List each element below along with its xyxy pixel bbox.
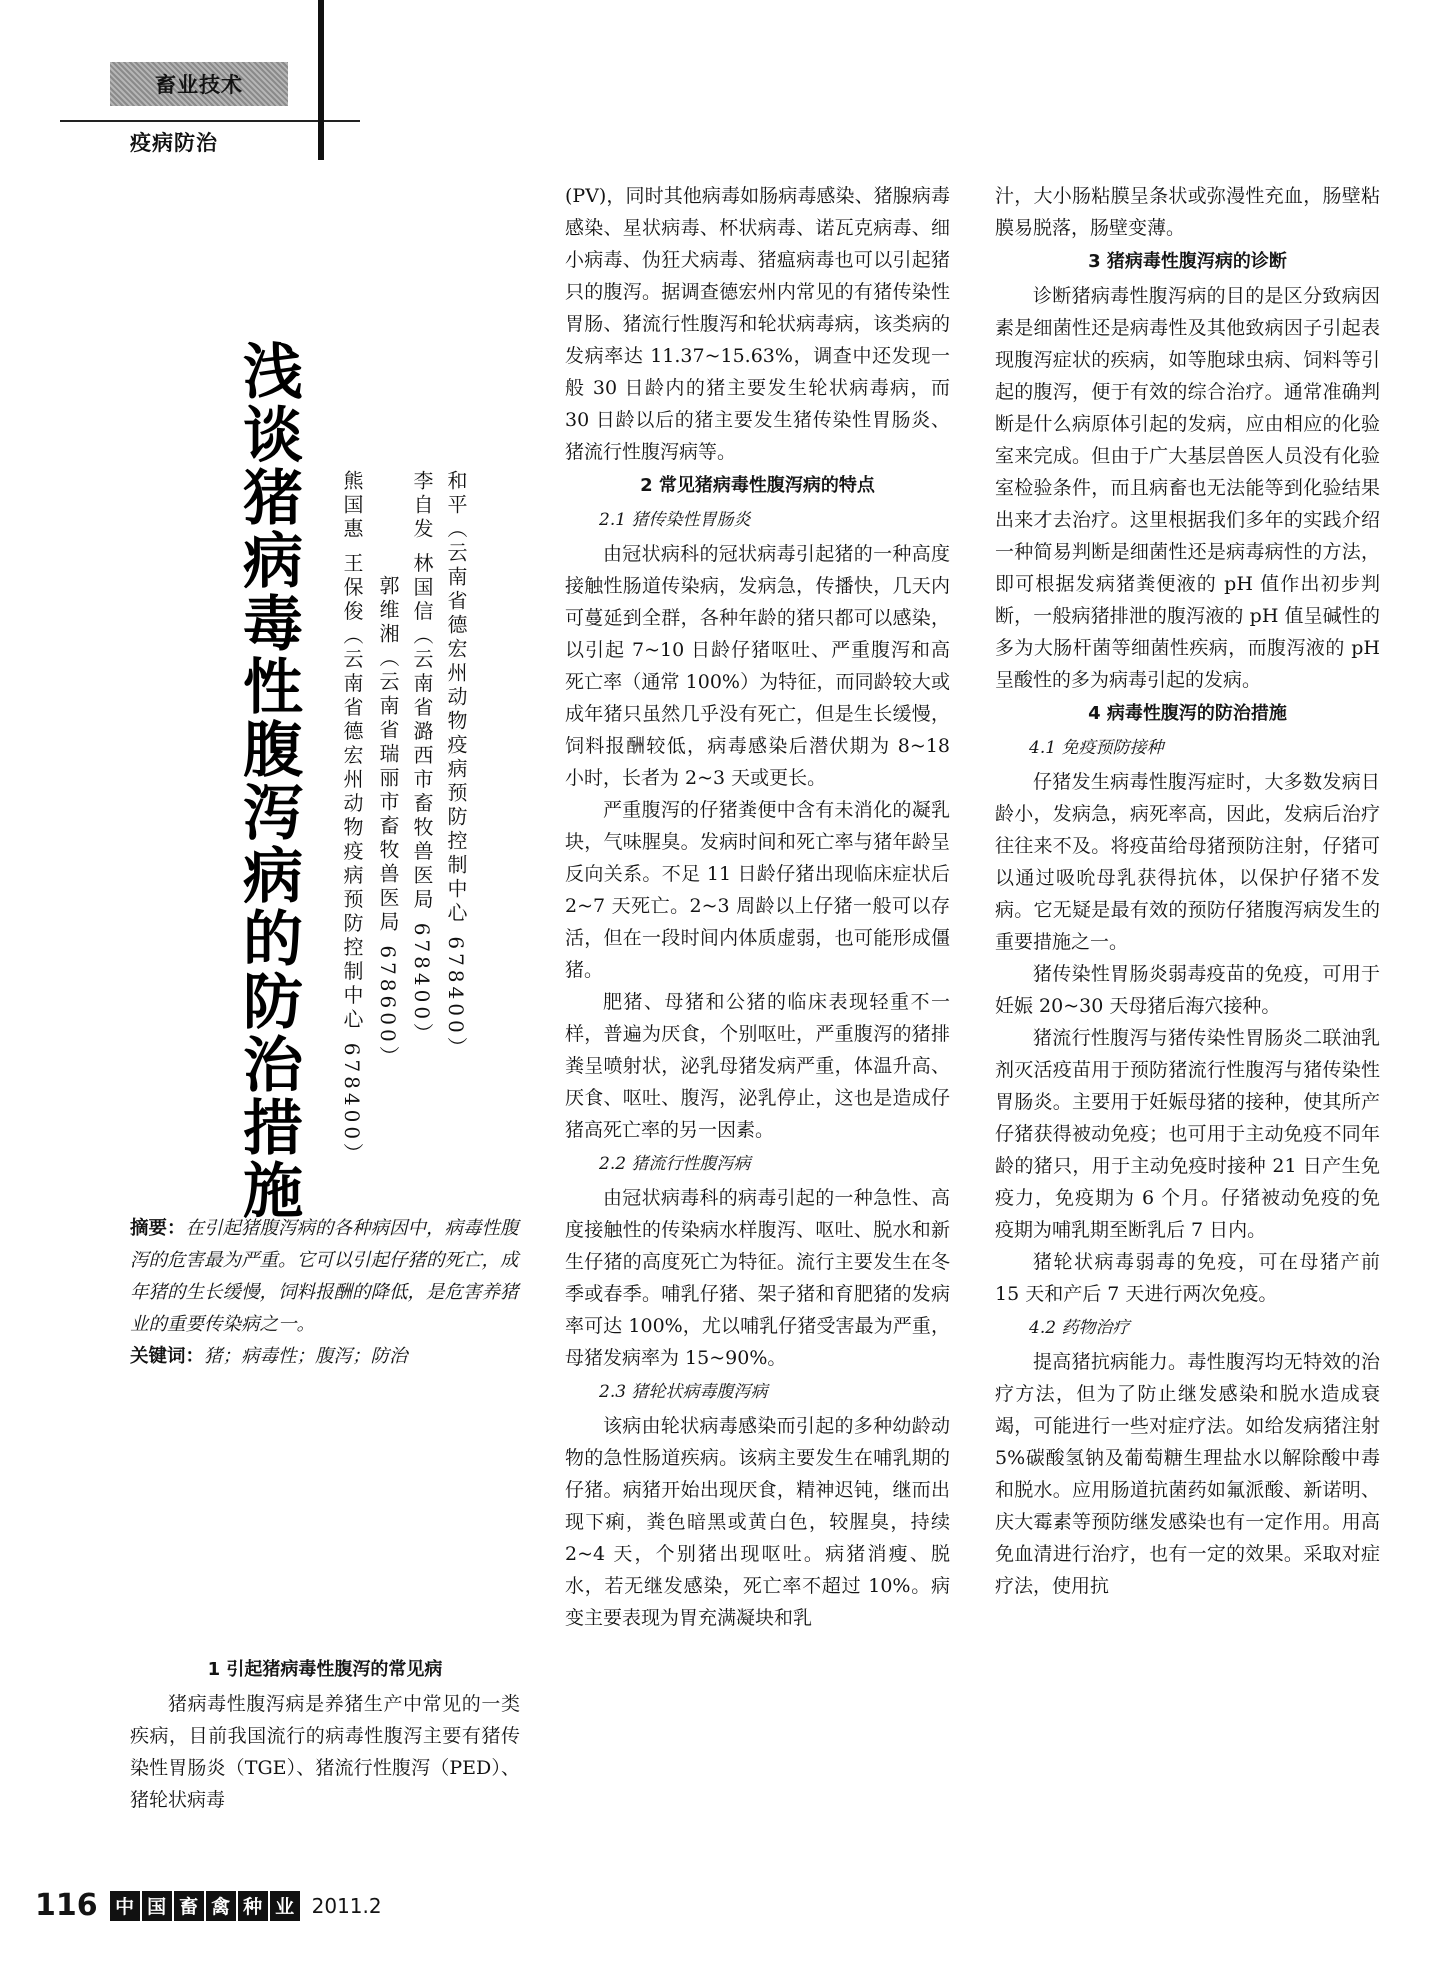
author-line-2: 李自发 林国信（云南省潞西市畜牧兽医局 678400） bbox=[410, 470, 434, 1048]
journal-logo-char: 业 bbox=[270, 1891, 300, 1921]
paragraph: 仔猪发生病毒性腹泻症时，大多数发病日龄小，发病急，病死率高，因此，发病后治疗往往来不及。将疫苗给母猪预防注射，仔猪可以通过吸吮母乳获得抗体，以保护仔猪不发病。它无疑是最有效的预防仔猪腹泻病发生的重要措施之一。 bbox=[995, 771, 1380, 953]
heading-2-1: 2.1 猪传染性胃肠炎 bbox=[599, 510, 751, 530]
heading-3: 3 猪病毒性腹泻病的诊断 bbox=[1088, 251, 1287, 272]
keywords-text: 猪；病毒性；腹泻；防治 bbox=[204, 1346, 408, 1367]
heading-4-1: 4.1 免疫预防接种 bbox=[1029, 738, 1164, 758]
keywords-label: 关键词： bbox=[130, 1346, 205, 1367]
page-footer bbox=[35, 1888, 382, 1923]
paragraph: 该病由轮状病毒感染而引起的多种幼龄动物的急性肠道疾病。该病主要发生在哺乳期的仔猪。病猪开始出现厌食，精神迟钝，继而出现下痢，粪色暗黑或黄白色，较腥臭，持续 2~4 天，个别猪出现呕吐。病猪消瘦、脱水，若无继发感染，死亡率不超过 10%。病变主要表现为胃充满凝块和乳 bbox=[565, 1415, 950, 1629]
paragraph: 汁，大小肠粘膜呈条状或弥漫性充血，肠壁粘膜易脱落，肠壁变薄。 bbox=[995, 185, 1380, 239]
paragraph: 诊断猪病毒性腹泻病的目的是区分致病因素是细菌性还是病毒性及其他致病因子引起表现腹泻症状的疾病，如等胞球虫病、饲料等引起的腹泻，便于有效的综合治疗。通常准确判断是什么病原体引起的发病，应由相应的化验室来完成。但由于广大基层兽医人员没有化验室检验条件，而且病畜也无法能等到化验结果出来才去治疗。这里根据我们多年的实践介绍一种简易判断是细菌性还是病毒病性的方法，即可根据发病猪粪便液的 pH 值作出初步判断，一般病猪排泄的腹泻液的 pH 值呈碱性的多为大肠杆菌等细菌性疾病，而腹泻液的 pH 呈酸性的多为病毒引起的发病。 bbox=[995, 285, 1380, 691]
journal-logo-char: 畜 bbox=[174, 1891, 204, 1921]
column-right bbox=[995, 180, 1380, 1602]
paragraph: 猪轮状病毒弱毒的免疫，可在母猪产前 15 天和产后 7 天进行两次免疫。 bbox=[995, 1251, 1380, 1305]
heading-2-3: 2.3 猪轮状病毒腹泻病 bbox=[599, 1382, 768, 1402]
paragraph: 由冠状病毒科的病毒引起的一种急性、高度接触性的传染病水样腹泻、呕吐、脱水和新生仔猪的高度死亡为特征。流行主要发生在冬季或春季。哺乳仔猪、架子猪和育肥猪的发病率可达 100%，尤以哺乳仔猪受害最为严重，母猪发病率为 15~90%。 bbox=[565, 1187, 950, 1369]
paragraph: 严重腹泻的仔猪粪便中含有未消化的凝乳块，气味腥臭。发病时间和死亡率与猪年龄呈反向关系。不足 11 日龄仔猪出现临床症状后 2~7 天死亡。2~3 周龄以上仔猪一般可以存活，但在一段时间内体质虚弱，也可能形成僵猪。 bbox=[565, 799, 950, 981]
paragraph: 猪传染性胃肠炎弱毒疫苗的免疫，可用于妊娠 20~30 天母猪后海穴接种。 bbox=[995, 963, 1380, 1017]
journal-logo bbox=[110, 1891, 302, 1921]
journal-logo-char: 种 bbox=[238, 1891, 268, 1921]
issue-number: 2011.2 bbox=[311, 1893, 382, 1918]
page-number: 116 bbox=[35, 1888, 98, 1923]
paragraph: (PV)，同时其他病毒如肠病毒感染、猪腺病毒感染、星状病毒、杯状病毒、诺瓦克病毒、细小病毒、伪狂犬病毒、猪瘟病毒也可以引起猪只的腹泻。据调查德宏州内常见的有猪传染性胃肠、猪流行性腹泻和轮状病毒病，该类病的发病率达 11.37~15.63%，调查中还发现一般 30 日龄内的猪主要发生轮状病毒病，而 30 日龄以后的猪主要发生猪传染性胃肠炎、猪流行性腹泻病等。 bbox=[565, 185, 950, 463]
paragraph: 猪病毒性腹泻病是养猪生产中常见的一类疾病，目前我国流行的病毒性腹泻主要有猪传染性胃肠炎（TGE）、猪流行性腹泻（PED）、猪轮状病毒 bbox=[130, 1693, 520, 1811]
abstract-block bbox=[130, 1213, 530, 1373]
heading-4: 4 病毒性腹泻的防治措施 bbox=[1088, 703, 1287, 724]
heading-4-2: 4.2 药物治疗 bbox=[1029, 1318, 1130, 1338]
journal-logo-char: 国 bbox=[142, 1891, 172, 1921]
abstract-label: 摘要： bbox=[130, 1218, 186, 1239]
paragraph: 肥猪、母猪和公猪的临床表现轻重不一样，普遍为厌食，个别呕吐，严重腹泻的猪排粪呈喷射状，泌乳母猪发病严重，体温升高、厌食、呕吐、腹泻，泌乳停止，这也是造成仔猪高死亡率的另一因素。 bbox=[565, 991, 950, 1141]
article-title: 浅谈猪病毒性腹泻病的防治措施 bbox=[233, 340, 303, 1222]
column-middle bbox=[565, 180, 950, 1634]
journal-logo-char: 禽 bbox=[206, 1891, 236, 1921]
keywords bbox=[130, 1341, 530, 1373]
header-rule bbox=[60, 120, 360, 122]
column-left bbox=[130, 1652, 520, 1816]
abstract-text: 在引起猪腹泻病的各种病因中，病毒性腹泻的危害最为严重。它可以引起仔猪的死亡，成年猪的生长缓慢，饲料报酬的降低，是危害养猪业的重要传染病之一。 bbox=[130, 1218, 519, 1335]
paragraph: 由冠状病科的冠状病毒引起猪的一种高度接触性肠道传染病，发病急，传播快，几天内可蔓延到全群，各种年龄的猪只都可以感染，以引起 7~10 日龄仔猪呕吐、严重腹泻和高死亡率（通常 100%）为特征，而同龄较大或成年猪只虽然几乎没有死亡，但是生长缓慢，饲料报酬较低，病毒感染后潜伏期为 8~18 小时，长者为 2~3 天或更长。 bbox=[565, 543, 950, 789]
abstract bbox=[130, 1213, 530, 1341]
paragraph: 猪流行性腹泻与猪传染性胃肠炎二联油乳剂灭活疫苗用于预防猪流行性腹泻与猪传染性胃肠炎。主要用于妊娠母猪的接种，使其所产仔猪获得被动免疫；也可用于主动免疫不同年龄的猪只，用于主动免疫时接种 21 日产生免疫力，免疫期为 6 个月。仔猪被动免疫的免疫期为哺乳期至断乳后 7 日内。 bbox=[995, 1027, 1380, 1241]
heading-2-2: 2.2 猪流行性腹泻病 bbox=[599, 1154, 751, 1174]
journal-logo-char: 中 bbox=[110, 1891, 140, 1921]
author-line-4: 熊国惠 王保俊（云南省德宏州动物疫病预防控制中心 678400） bbox=[340, 470, 364, 1168]
paragraph: 提高猪抗病能力。毒性腹泻均无特效的治疗方法，但为了防止继发感染和脱水造成衰竭，可能进行一些对症疗法。如给发病猪注射 5%碳酸氢钠及葡萄糖生理盐水以解除酸中毒和脱水。应用肠道抗菌药如氟派酸、新诺明、庆大霉素等预防继发感染也有一定作用。用高免血清进行治疗，也有一定的效果。采取对症疗法，使用抗 bbox=[995, 1351, 1380, 1597]
subsection-label: 疫病防治 bbox=[130, 131, 218, 155]
header-vertical-bar bbox=[318, 0, 324, 160]
heading-1: 1 引起猪病毒性腹泻的常见病 bbox=[207, 1659, 443, 1680]
author-line-3: 郭维湘（云南省瑞丽市畜牧兽医局 678600） bbox=[376, 575, 400, 1070]
author-line-1: 和平（云南省德宏州动物疫病预防控制中心 678400） bbox=[444, 470, 468, 1061]
heading-2: 2 常见猪病毒性腹泻病的特点 bbox=[640, 475, 875, 496]
section-tag: 畜业技术 bbox=[110, 62, 288, 106]
